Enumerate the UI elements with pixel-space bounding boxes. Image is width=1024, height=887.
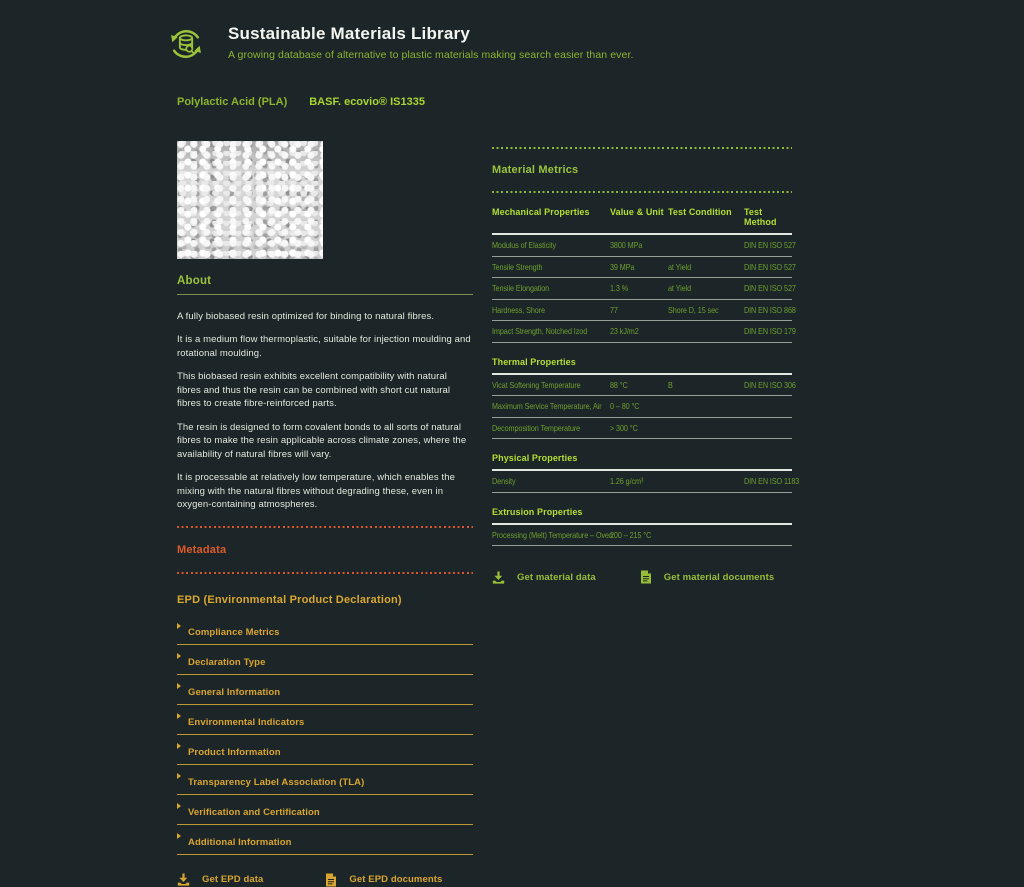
chevron-right-icon <box>177 653 181 659</box>
epd-links-row <box>177 873 473 887</box>
get-material-documents-label: Get material documents <box>663 571 775 583</box>
epd-accordion-item[interactable] <box>177 770 473 795</box>
get-epd-documents-link[interactable] <box>325 873 442 887</box>
material-product-name: BASF. ecovio® IS1335 <box>309 96 425 108</box>
property-name-cell: Tensile Elongation <box>492 283 550 293</box>
test-condition-cell: B <box>668 379 673 390</box>
chevron-right-icon <box>177 623 181 629</box>
table-row <box>492 418 792 440</box>
material-name-row <box>177 96 473 108</box>
epd-accordion-item-label: Declaration Type <box>188 656 266 668</box>
epd-heading: EPD (Environmental Product Declaration) <box>177 593 402 606</box>
mechanical-properties-rows <box>492 235 796 343</box>
table-row <box>492 257 796 279</box>
epd-accordion-item[interactable] <box>177 800 473 825</box>
about-paragraph: It is processable at relatively low temperature, which enables the mixing with the natural fibres without degrading these, even in oxygen-containing atmospheres. <box>177 472 456 511</box>
material-pellets-photo <box>177 141 323 259</box>
get-epd-data-link[interactable] <box>177 873 263 886</box>
property-name-cell: Decomposition Temperature <box>492 422 581 433</box>
table-row <box>492 235 796 257</box>
test-method-cell: DIN EN ISO 527 <box>744 261 796 272</box>
property-name-cell: Maximum Service Temperature, Air <box>492 401 602 411</box>
test-condition-cell: Shore D, 15 sec <box>668 304 719 315</box>
metrics-table <box>492 207 800 546</box>
metadata-heading: Metadata <box>177 543 227 556</box>
value-unit-cell: 88 °C <box>610 379 628 390</box>
table-row <box>492 471 800 493</box>
get-epd-data-label: Get EPD data <box>202 874 264 886</box>
property-name-cell: Vicat Softening Temperature <box>492 379 581 390</box>
recycle-database-search-icon <box>168 25 204 63</box>
chevron-right-icon <box>177 683 181 689</box>
value-unit-cell: 39 MPa <box>610 261 635 272</box>
about-paragraph: This biobased resin exhibits excellent compatibility with natural fibres and thus the resin can be combined with short cut natural fibres to create fibre-reinforced parts. <box>177 371 451 410</box>
value-unit-cell: 1.26 g/cm³ <box>610 476 644 486</box>
chevron-right-icon <box>177 833 181 839</box>
epd-accordion-item-label: Additional Information <box>188 836 292 848</box>
epd-accordion-item[interactable] <box>177 710 473 735</box>
property-name-cell: Tensile Strength <box>492 261 543 272</box>
material-links-row <box>492 570 792 584</box>
subsection-rows <box>492 471 800 493</box>
epd-accordion-item-label: Compliance Metrics <box>188 626 280 638</box>
subsection-title: Thermal Properties <box>492 343 792 375</box>
get-material-documents-link[interactable] <box>640 570 774 584</box>
get-epd-documents-label: Get EPD documents <box>349 874 443 886</box>
about-paragraph: A fully biobased resin optimized for binding to natural fibres. <box>177 311 435 322</box>
property-name-cell: Modulus of Elasticity <box>492 240 557 250</box>
value-unit-cell: 0 – 80 °C <box>610 401 640 411</box>
page-title: Sustainable Materials Library <box>228 24 470 43</box>
value-unit-cell: 23 kJ/m2 <box>610 326 639 336</box>
value-unit-cell: 200 – 215 °C <box>610 529 652 540</box>
table-row <box>492 278 796 300</box>
test-method-cell: DIN EN ISO 868 <box>744 304 796 315</box>
test-method-cell: DIN EN ISO 1183 <box>744 476 800 486</box>
material-metrics-column <box>492 96 800 887</box>
subsection-rows <box>492 375 796 440</box>
table-row <box>492 396 792 418</box>
epd-accordion-item-label: Product Information <box>188 746 281 758</box>
about-heading: About <box>177 275 212 287</box>
table-row <box>492 321 796 343</box>
download-icon <box>492 571 505 584</box>
about-divider <box>177 294 473 295</box>
about-paragraph: It is a medium flow thermoplastic, suitable for injection moulding and rotational moulding. <box>177 334 471 359</box>
value-unit-cell: 77 <box>610 304 618 315</box>
table-row <box>492 375 796 397</box>
epd-accordion-item-label: General Information <box>188 686 281 698</box>
metrics-subsection <box>492 439 800 493</box>
material-metrics-heading: Material Metrics <box>492 164 579 176</box>
value-unit-cell: 1.3 % <box>610 283 629 293</box>
document-icon <box>640 570 652 584</box>
metrics-column-header: Value & Unit <box>610 207 664 217</box>
property-name-cell: Density <box>492 476 516 486</box>
epd-accordion-item-label: Environmental Indicators <box>188 716 305 728</box>
document-icon <box>325 873 337 887</box>
test-method-cell: DIN EN ISO 527 <box>744 283 796 293</box>
metrics-column-header: Test Method <box>744 207 777 227</box>
main-content <box>0 96 1024 887</box>
metrics-top-dotted-divider <box>492 147 792 149</box>
metrics-column-header: Mechanical Properties <box>492 207 590 217</box>
page-subtitle: A growing database of alternative to plastic materials making search easier than ever. <box>228 49 634 61</box>
value-unit-cell: 3800 MPa <box>610 240 643 250</box>
epd-accordion-item-label: Transparency Label Association (TLA) <box>188 776 365 788</box>
table-row <box>492 300 796 322</box>
epd-accordion-item[interactable] <box>177 650 473 675</box>
about-paragraph: The resin is designed to form covalent bonds to all sorts of natural fibres to make the resin applicable across climate zones, where the availability of natural fibres will vary. <box>177 421 467 460</box>
table-row <box>492 525 792 547</box>
metadata-top-dotted-divider <box>177 526 473 528</box>
test-condition-cell: at Yield <box>668 261 692 272</box>
metrics-subsection <box>492 343 796 440</box>
chevron-right-icon <box>177 713 181 719</box>
material-overview-column <box>177 96 473 887</box>
test-condition-cell: at Yield <box>668 283 692 293</box>
epd-accordion-item[interactable] <box>177 830 473 855</box>
chevron-right-icon <box>177 773 181 779</box>
epd-accordion <box>177 620 473 855</box>
epd-accordion-item[interactable] <box>177 680 473 705</box>
value-unit-cell: > 300 °C <box>610 422 638 433</box>
download-icon <box>177 873 190 886</box>
get-material-data-link[interactable] <box>492 571 596 584</box>
subsection-rows <box>492 525 792 547</box>
metrics-column-header: Test Condition <box>668 207 732 217</box>
test-method-cell: DIN EN ISO 179 <box>744 326 796 336</box>
epd-accordion-item[interactable] <box>177 740 473 765</box>
get-material-data-label: Get material data <box>517 571 596 583</box>
property-name-cell: Hardness, Shore <box>492 304 545 315</box>
about-paragraphs <box>177 310 473 512</box>
chevron-right-icon <box>177 743 181 749</box>
metrics-subsections <box>492 343 800 547</box>
property-name-cell: Impact Strength, Notched Izod <box>492 326 588 336</box>
metadata-bottom-dotted-divider <box>177 572 473 574</box>
app-header <box>0 0 1024 63</box>
subsection-title: Extrusion Properties <box>492 493 792 525</box>
material-category: Polylactic Acid (PLA) <box>177 96 288 108</box>
epd-accordion-item[interactable] <box>177 620 473 645</box>
metrics-bottom-dotted-divider <box>492 191 792 193</box>
property-name-cell: Processing (Melt) Temperature – Oven <box>492 529 613 540</box>
test-method-cell: DIN EN ISO 527 <box>744 240 796 250</box>
subsection-title: Physical Properties <box>492 439 792 471</box>
metrics-subsection <box>492 493 792 547</box>
metrics-table-header-row <box>492 207 792 235</box>
test-method-cell: DIN EN ISO 306 <box>744 379 796 390</box>
chevron-right-icon <box>177 803 181 809</box>
epd-accordion-item-label: Verification and Certification <box>188 806 320 818</box>
